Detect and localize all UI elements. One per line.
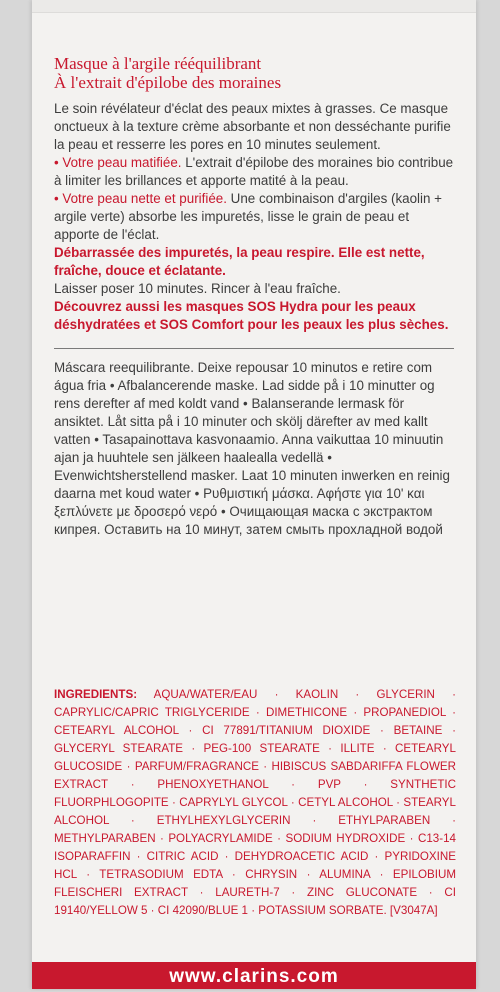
ingredients-text: AQUA/WATER/EAU · KAOLIN · GLYCERIN · CAPRYLIC/CAPRIC TRIGLYCERIDE · DIMETHICONE · PROPANEDIOL · CETEARYL ALCOHOL · CI 77891/TITANIUM DIOXIDE · BETAINE · GLYCERYL STEARATE · PEG-100 STEARATE · ILLITE · CETEARYL GLUCOSIDE · PARFUM/FRAGRANCE · HIBISCUS SABDARIFFA FLOWER EXTRACT · PHENOXYETHANOL · PVP · SYNTHETIC FLUORPHLOGOPITE · CAPRYLYL GLYCOL · CETYL ALCOHOL · STEARYL ALCOHOL · ETHYLHEXYLGLYCERIN · ETHYLPARABEN · METHYLPARABEN · POLYACRYLAMIDE · SODIUM HYDROXIDE · C13-14 ISOPARAFFIN · CITRIC ACID · DEHYDROACETIC ACID · PYRIDOXINE HCL · TETRASODIUM EDTA · CHRYSIN · ALUMINA · EPILOBIUM FLEISCHERI EXTRACT · LAURETH-7 · ZINC GLUCONATE · CI 19140/YELLOW 5 · CI 42090/BLUE 1 · POTASSIUM SORBATE. [V3047A]	[54, 688, 456, 917]
usage-text: Laisser poser 10 minutes. Rincer à l'eau fraîche.	[54, 281, 341, 296]
intro-text: Le soin révélateur d'éclat des peaux mixtes à grasses. Ce masque onctueux à la texture crème absorbante et non desséchante purifie la peau et resserre les pores en 10 minutes seulement.	[54, 101, 451, 152]
translations-text: Máscara reequilibrante. Deixe repousar 10 minutos e retire com água fria • Afbalancerende maske. Lad sidde på i 10 minutter og rens derefter af med koldt vand • Balanserande lermask för ansiktet. Låt sitta på i 10 minuter och skölj därefter av med kallt vatten • Tasapainottava kasvonaamio. Anna vaikuttaa 10 minuutin ajan ja huuhtele sen jälkeen haalealla vedellä • Evenwichtsherstellend masker. Laat 10 minuten inwerken en reinig daarna met koud water • Ρυθμιστική μάσκα. Αφήστε για 10' και ξεπλύνετε με δροσερό νερό • Очищающая маска с экстрактом кипрея. Оставить на 10 минут, затем смыть прохладной водой	[54, 360, 450, 537]
benefit-purified-lead: • Votre peau nette et purifiée.	[54, 191, 227, 206]
benefit-purified	[54, 190, 454, 244]
discover-text: Découvrez aussi les masques SOS Hydra pour les peaux déshydratées et SOS Comfort pour les peaux les plus sèches.	[54, 299, 449, 332]
benefit-purified-text: Une combinaison d'argiles (kaolin + argile verte) absorbe les impuretés, lisse le grain de peau et apporte de l'éclat.	[54, 191, 442, 242]
website-banner: www.clarins.com	[32, 962, 476, 989]
product-title: Masque à l'argile rééquilibrant	[54, 54, 262, 73]
ingredients-list	[54, 686, 456, 920]
product-description	[54, 54, 454, 539]
result-text: Débarrassée des impuretés, la peau respire. Elle est nette, fraîche, douce et éclatante.	[54, 245, 425, 278]
top-fold	[32, 0, 476, 13]
package-panel	[32, 0, 476, 989]
ingredients-label: INGREDIENTS:	[54, 688, 138, 701]
benefit-mattified-lead: • Votre peau matifiée.	[54, 155, 182, 170]
benefit-mattified	[54, 154, 454, 190]
benefit-mattified-text: L'extrait d'épilobe des moraines bio contribue à limiter les brillances et apporte matité à la peau.	[54, 155, 454, 188]
product-subtitle: À l'extrait d'épilobe des moraines	[54, 73, 282, 92]
section-divider	[54, 348, 454, 349]
